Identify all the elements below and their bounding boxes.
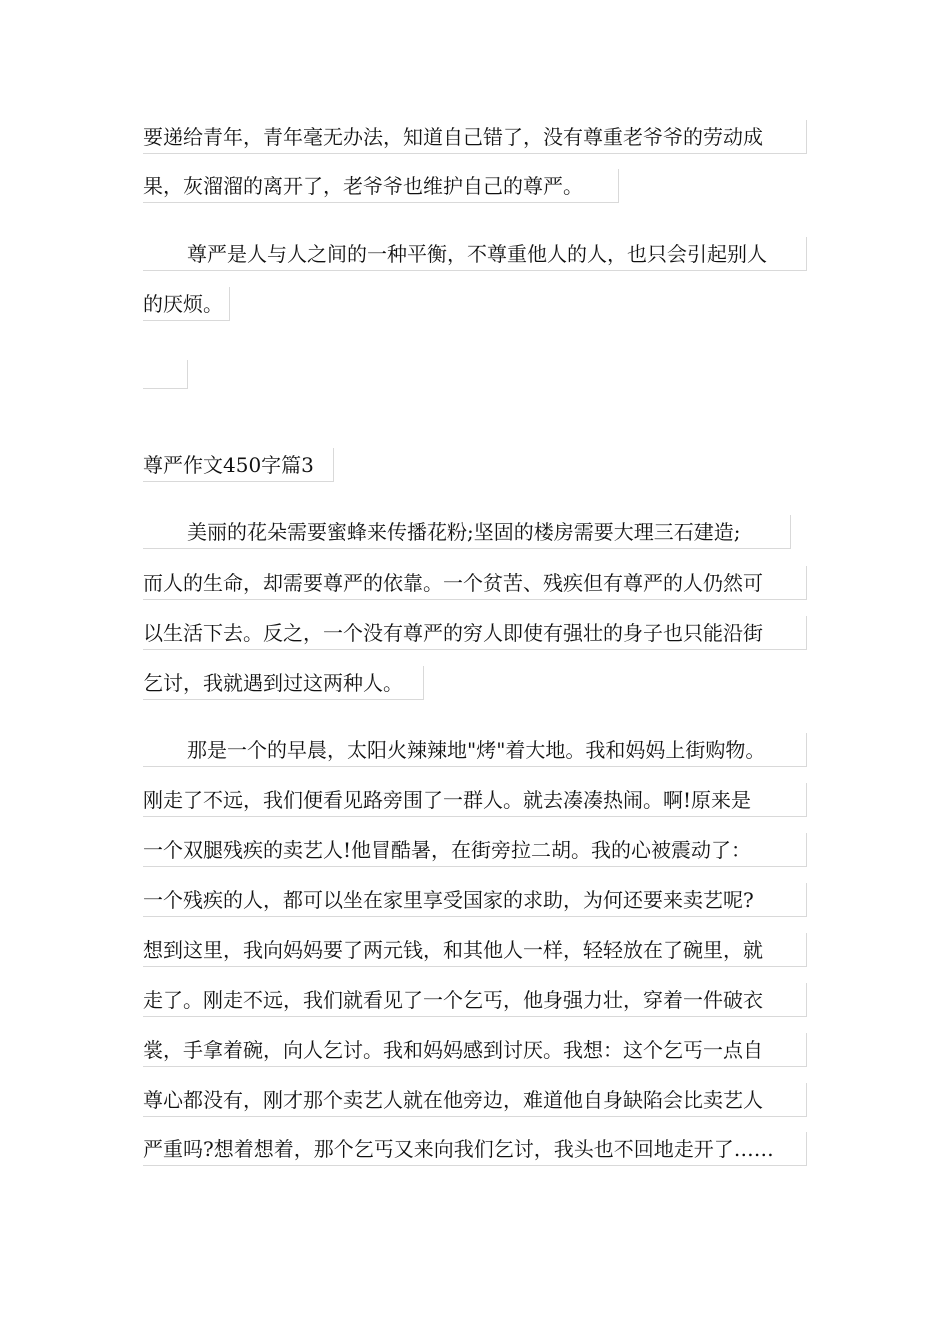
paragraph-line: 以生活下去。反之，一个没有尊严的穷人即使有强壮的身子也只能沿街 bbox=[143, 616, 807, 650]
paragraph-line: 美丽的花朵需要蜜蜂来传播花粉;坚固的楼房需要大理三石建造; bbox=[143, 515, 791, 549]
paragraph-line: 那是一个的早晨，太阳火辣辣地"烤"着大地。我和妈妈上街购物。 bbox=[143, 733, 807, 767]
empty-paragraph-box bbox=[143, 360, 188, 389]
paragraph-line: 而人的生命，却需要尊严的依靠。一个贫苦、残疾但有尊严的人仍然可 bbox=[143, 566, 807, 600]
paragraph-line: 一个残疾的人，都可以坐在家里享受国家的求助，为何还要来卖艺呢? bbox=[143, 883, 807, 917]
paragraph-line: 果，灰溜溜的离开了，老爷爷也维护自己的尊严。 bbox=[143, 169, 619, 203]
paragraph-line: 刚走了不远，我们便看见路旁围了一群人。就去凑凑热闹。啊!原来是 bbox=[143, 783, 807, 817]
paragraph-line: 尊心都没有，刚才那个卖艺人就在他旁边，难道他自身缺陷会比卖艺人 bbox=[143, 1083, 807, 1117]
paragraph-line: 一个双腿残疾的卖艺人!他冒酷暑，在街旁拉二胡。我的心被震动了： bbox=[143, 833, 807, 867]
section-heading: 尊严作文450字篇3 bbox=[143, 448, 334, 482]
paragraph-line: 想到这里，我向妈妈要了两元钱，和其他人一样，轻轻放在了碗里，就 bbox=[143, 933, 807, 967]
paragraph-line: 的厌烦。 bbox=[143, 287, 230, 321]
paragraph-line: 裳，手拿着碗，向人乞讨。我和妈妈感到讨厌。我想：这个乞丐一点自 bbox=[143, 1033, 807, 1067]
paragraph-line: 走了。刚走不远，我们就看见了一个乞丐，他身强力壮，穿着一件破衣 bbox=[143, 983, 807, 1017]
paragraph-line: 严重吗?想着想着，那个乞丐又来向我们乞讨，我头也不回地走开了…… bbox=[143, 1132, 807, 1166]
paragraph-line: 乞讨，我就遇到过这两种人。 bbox=[143, 666, 424, 700]
paragraph-line: 要递给青年，青年毫无办法，知道自己错了，没有尊重老爷爷的劳动成 bbox=[143, 120, 807, 154]
paragraph-line: 尊严是人与人之间的一种平衡，不尊重他人的人，也只会引起别人 bbox=[143, 237, 807, 271]
